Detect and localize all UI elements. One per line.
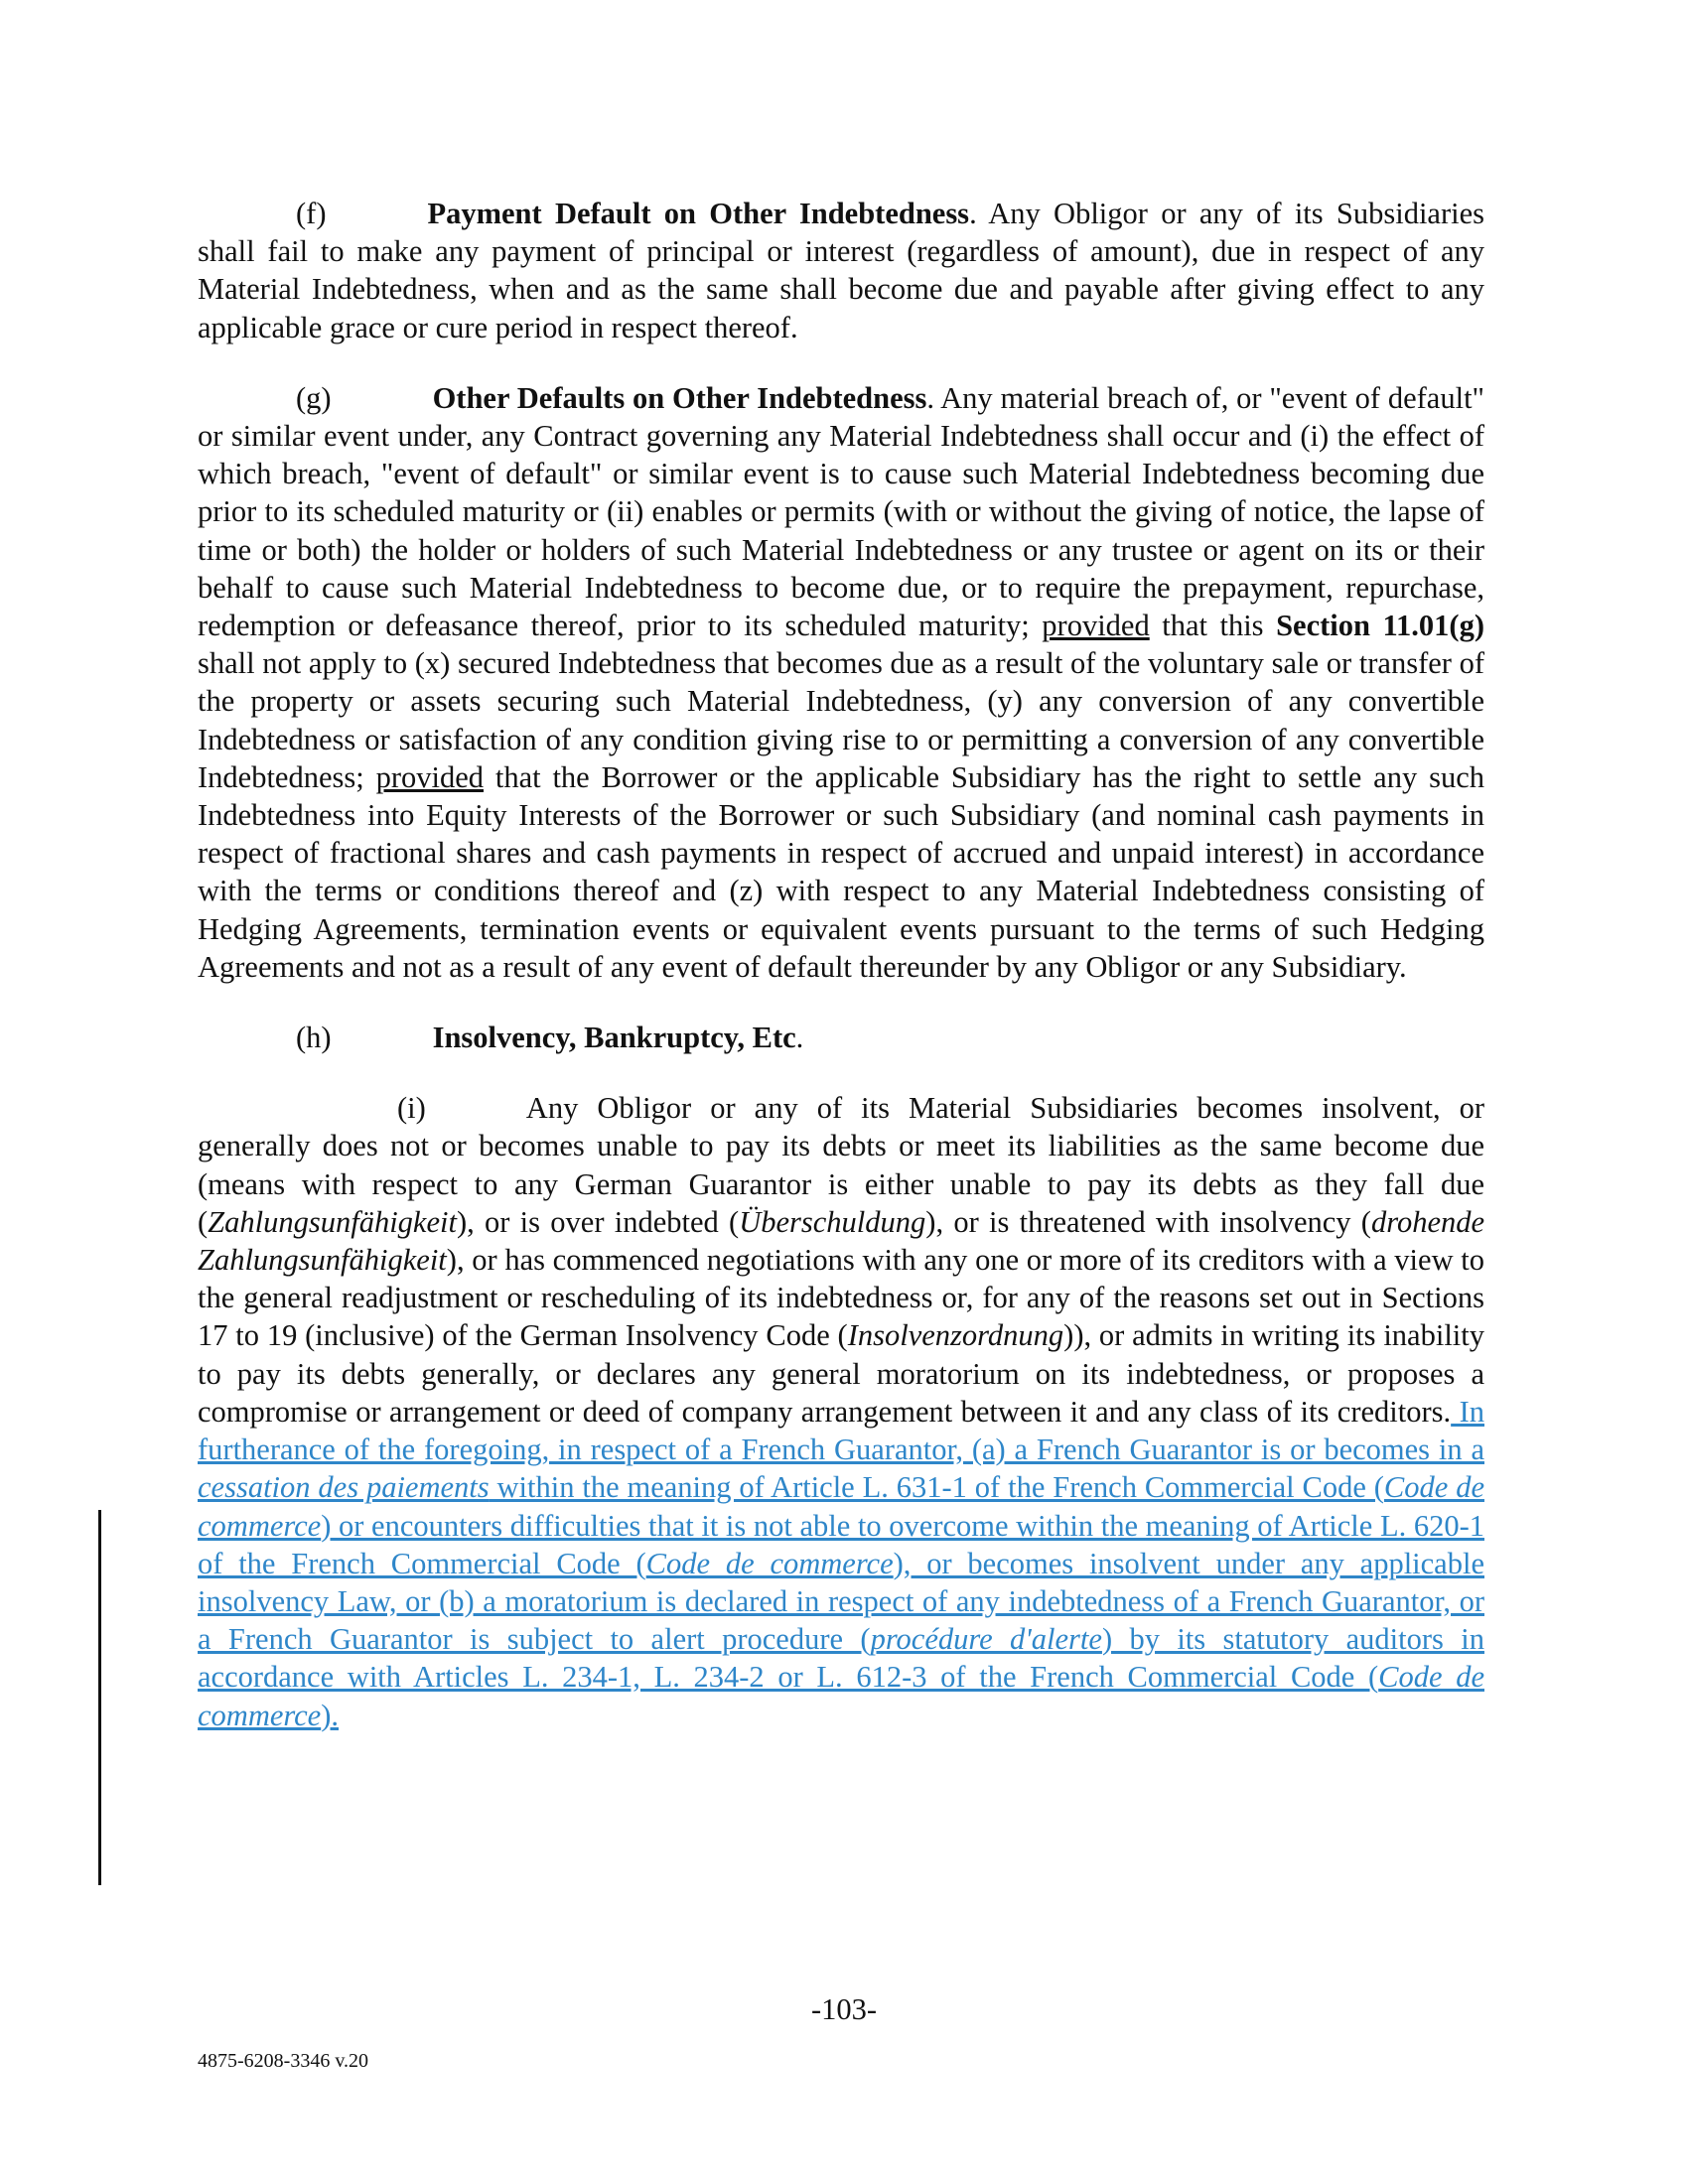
section-heading-f: Payment Default on Other Indebtedness [427,197,970,230]
french-term-4: procédure d'alerte [870,1622,1102,1657]
section-heading-g: Other Defaults on Other Indebtedness [432,380,927,415]
inserted-text-6: ). [321,1698,339,1732]
german-term-2: Überschuldung [739,1204,926,1239]
section-text-f: Any Obligor or any of its Subsidiaries shall fail to make any payment of principal or interest (regardless of amount), due in respect of any Material Indebtedness, when and as the same shall become due and payable after giving effect to any applicable grace or cure period in respect thereof. [198,197,1485,344]
provided-term-2: provided [375,759,484,794]
section-text-h-i-4: ), or has commenced negotiations with any one or more of its creditors with a view to the general readjustment or rescheduling of its indebtedness or, for any of the reasons set out in Sections 17 to 19 (inclusive) of the German Insolvency Code ( [198,1243,1484,1353]
inserted-text-5: ) by its statutory auditors in accordance with Articles L. 234-1, L. 234-2 or L. 612-3 of the French Commercial Code ( [198,1622,1484,1695]
inserted-text-2: within the meaning of Article L. 631-1 of the French Commercial Code ( [489,1470,1384,1505]
section-reference: Section 11.01(g) [1276,609,1484,643]
section-text-h-i-1: Any Obligor or any of its Material Subsidiaries becomes insolvent, or generally does not or becomes unable to pay its debts or meet its liabilities as the same become due (means with respect to any German Guarantor is either unable to pay its debts as they fall due ( [198,1091,1484,1239]
inserted-text [198,1395,1484,1732]
german-term-3: drohende Zahlungsunfähigkeit [198,1204,1485,1278]
paragraph-f [198,195,1484,346]
provided-term-1: provided [1042,609,1150,643]
section-heading-h-end: . [795,1021,804,1055]
section-text-g-3: shall not apply to (x) secured Indebtedness that becomes due as a result of the voluntary sale or transfer of the property or assets securing such Material Indebtedness, (y) any conversion of any convertible Indebtedness or satisfaction of any condition giving rise to or permitting a conversion of any convertible Indebtedness; [198,646,1484,794]
section-label-g: (g) [296,380,332,415]
paragraph-h [198,1019,1484,1056]
section-text-g-4: that the Borrower or the applicable Subsidiary has the right to settle any such Indebtedness into Equity Interests of the Borrower or such Subsidiary (and nominal cash payments in respect of fractional shares and cash payments in respect of accrued and unpaid interest) in accordance with the terms or conditions thereof and (z) with respect to any Material Indebtedness consisting of Hedging Agreements, termination events or equivalent events pursuant to the terms of such Hedging Agreements and not as a result of any event of default thereunder by any Obligor or any Subsidiary. [198,759,1484,984]
french-term-3: Code de commerce [645,1546,894,1580]
section-text-h-i-5: )), or admits in writing its inability to pay its debts generally, or declares any general moratorium on its indebtedness, or proposes a compromise or arrangement or deed of company arrangement between it and any class of its creditors. [198,1318,1484,1429]
section-heading-g-end: . [926,380,935,415]
inserted-text-3: ) or encounters difficulties that it is not able to overcome within the meaning of Article L. 620-1 of the French Commercial Code ( [198,1508,1484,1580]
section-heading-h: Insolvency, Bankruptcy, Etc [432,1021,796,1055]
section-heading-f-end: . [969,197,977,230]
inserted-text-4: ), or becomes insolvent under any applicable insolvency Law, or (b) a moratorium is declared in respect of any indebtedness of a French Guarantor, or a French Guarantor is subject to alert procedure ( [198,1546,1484,1657]
section-label-h-i: (i) [397,1091,426,1126]
paragraph-g [198,379,1484,986]
french-term-5: Code de commerce [198,1660,1484,1732]
section-text-g-2: that this [1149,609,1277,643]
page-number: -103- [810,1992,878,2026]
german-term-4: Insolvenzordnung [847,1318,1064,1353]
revision-change-bar [98,1510,101,1885]
french-term-2: Code de commerce [198,1470,1484,1543]
french-term-1: cessation des paiements [198,1470,490,1505]
german-term-1: Zahlungsunfähigkeit [208,1204,457,1239]
section-text-h-i-3: ), or is threatened with insolvency ( [925,1204,1371,1239]
inserted-text-1: In furtherance of the foregoing, in respect of a French Guarantor, (a) a French Guarantor is or becomes in a [198,1394,1484,1467]
document-body [198,195,1484,1734]
document-id: 4875-6208-3346 v.20 [198,2050,369,2072]
section-text-g-1: Any material breach of, or "event of default" or similar event under, any Contract governing any Material Indebtedness shall occur and (i) the effect of which breach, "event of default" or similar event is to cause such Material Indebtedness becoming due prior to its scheduled maturity or (ii) enables or permits (with or without the giving of notice, the lapse of time or both) the holder or holders of such Material Indebtedness or any trustee or agent on its or their behalf to cause such Material Indebtedness to become due, or to require the prepayment, repurchase, redemption or defeasance thereof, prior to its scheduled maturity; [198,380,1484,643]
paragraph-h-i [198,1089,1484,1733]
section-label-f: (f) [296,197,327,230]
section-label-h: (h) [296,1021,332,1055]
section-text-h-i-2: ), or is over indebted ( [456,1204,740,1239]
